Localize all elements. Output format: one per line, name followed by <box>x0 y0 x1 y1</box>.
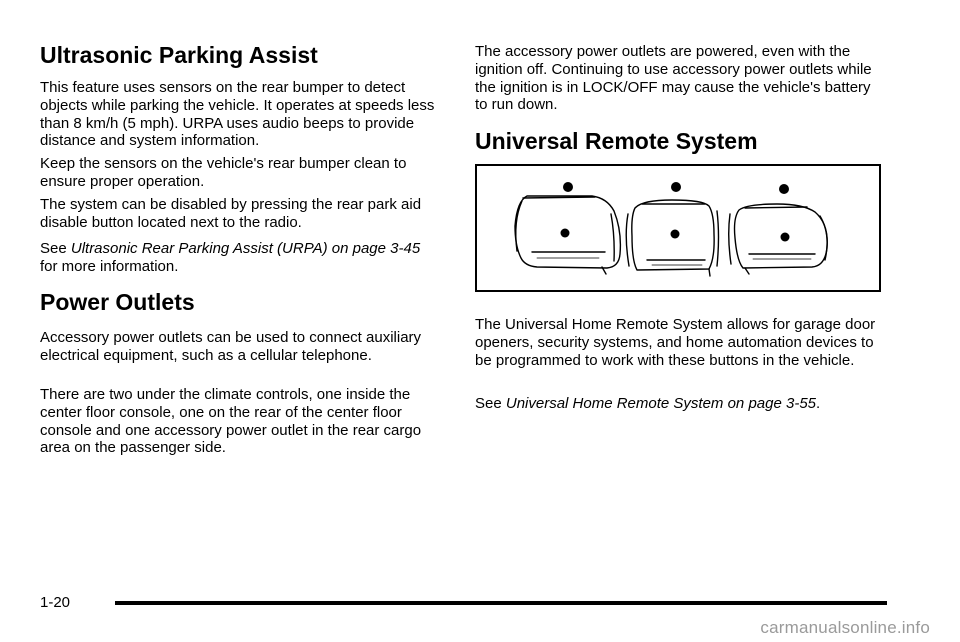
button-dot <box>781 233 790 242</box>
remote-buttons-drawing <box>477 166 879 290</box>
section-title-ultrasonic-parking-assist: Ultrasonic Parking Assist <box>40 42 318 68</box>
paragraph: Keep the sensors on the vehicle's rear bumper clean to ensure proper operation. <box>40 155 407 190</box>
cross-reference-link[interactable]: Ultrasonic Rear Parking Assist (URPA) on page 3-45 <box>70 240 421 257</box>
paragraph-reference <box>475 395 885 413</box>
indicator-dot <box>779 184 789 194</box>
button-dot <box>671 230 680 239</box>
cross-reference-link[interactable]: Universal Home Remote System on page 3-55 <box>505 395 817 412</box>
section-title-universal-remote-system: Universal Remote System <box>475 128 758 154</box>
indicator-dot <box>671 182 681 192</box>
text: See <box>475 395 506 412</box>
universal-remote-buttons-illustration <box>475 164 881 292</box>
paragraph: Accessory power outlets can be used to connect auxiliary electrical equipment, such as a cellular telephone. <box>40 329 422 364</box>
paragraph: There are two under the climate controls, one inside the center floor console, one on the rear of the center floor console and one accessory power outlet in the rear cargo area on the passenger side. <box>40 386 422 457</box>
page-number: 1-20 <box>40 594 71 611</box>
paragraph: The Universal Home Remote System allows for garage door openers, security systems, and home automation devices to be programmed to work with these buttons in the vehicle. <box>475 316 876 369</box>
indicator-dot <box>563 182 573 192</box>
text: . <box>816 395 821 412</box>
footer-rule <box>115 601 887 605</box>
text: for more information. <box>40 257 179 275</box>
paragraph-reference <box>40 240 440 276</box>
paragraph: This feature uses sensors on the rear bumper to detect objects while parking the vehicle. It operates at speeds less than 8 km/h (5 mph). URPA uses audio beeps to provide distance and system information. <box>40 79 435 150</box>
text: See <box>40 240 71 257</box>
paragraph: The accessory power outlets are powered, even with the ignition off. Continuing to use accessory power outlets while the ignition is in LOCK/OFF may cause the vehicle's battery to run down. <box>475 43 872 114</box>
section-title-power-outlets: Power Outlets <box>40 289 195 315</box>
paragraph: The system can be disabled by pressing the rear park aid disable button located next to the radio. <box>40 196 422 231</box>
button-dot <box>561 229 570 238</box>
watermark: carmanualsonline.info <box>760 618 930 637</box>
